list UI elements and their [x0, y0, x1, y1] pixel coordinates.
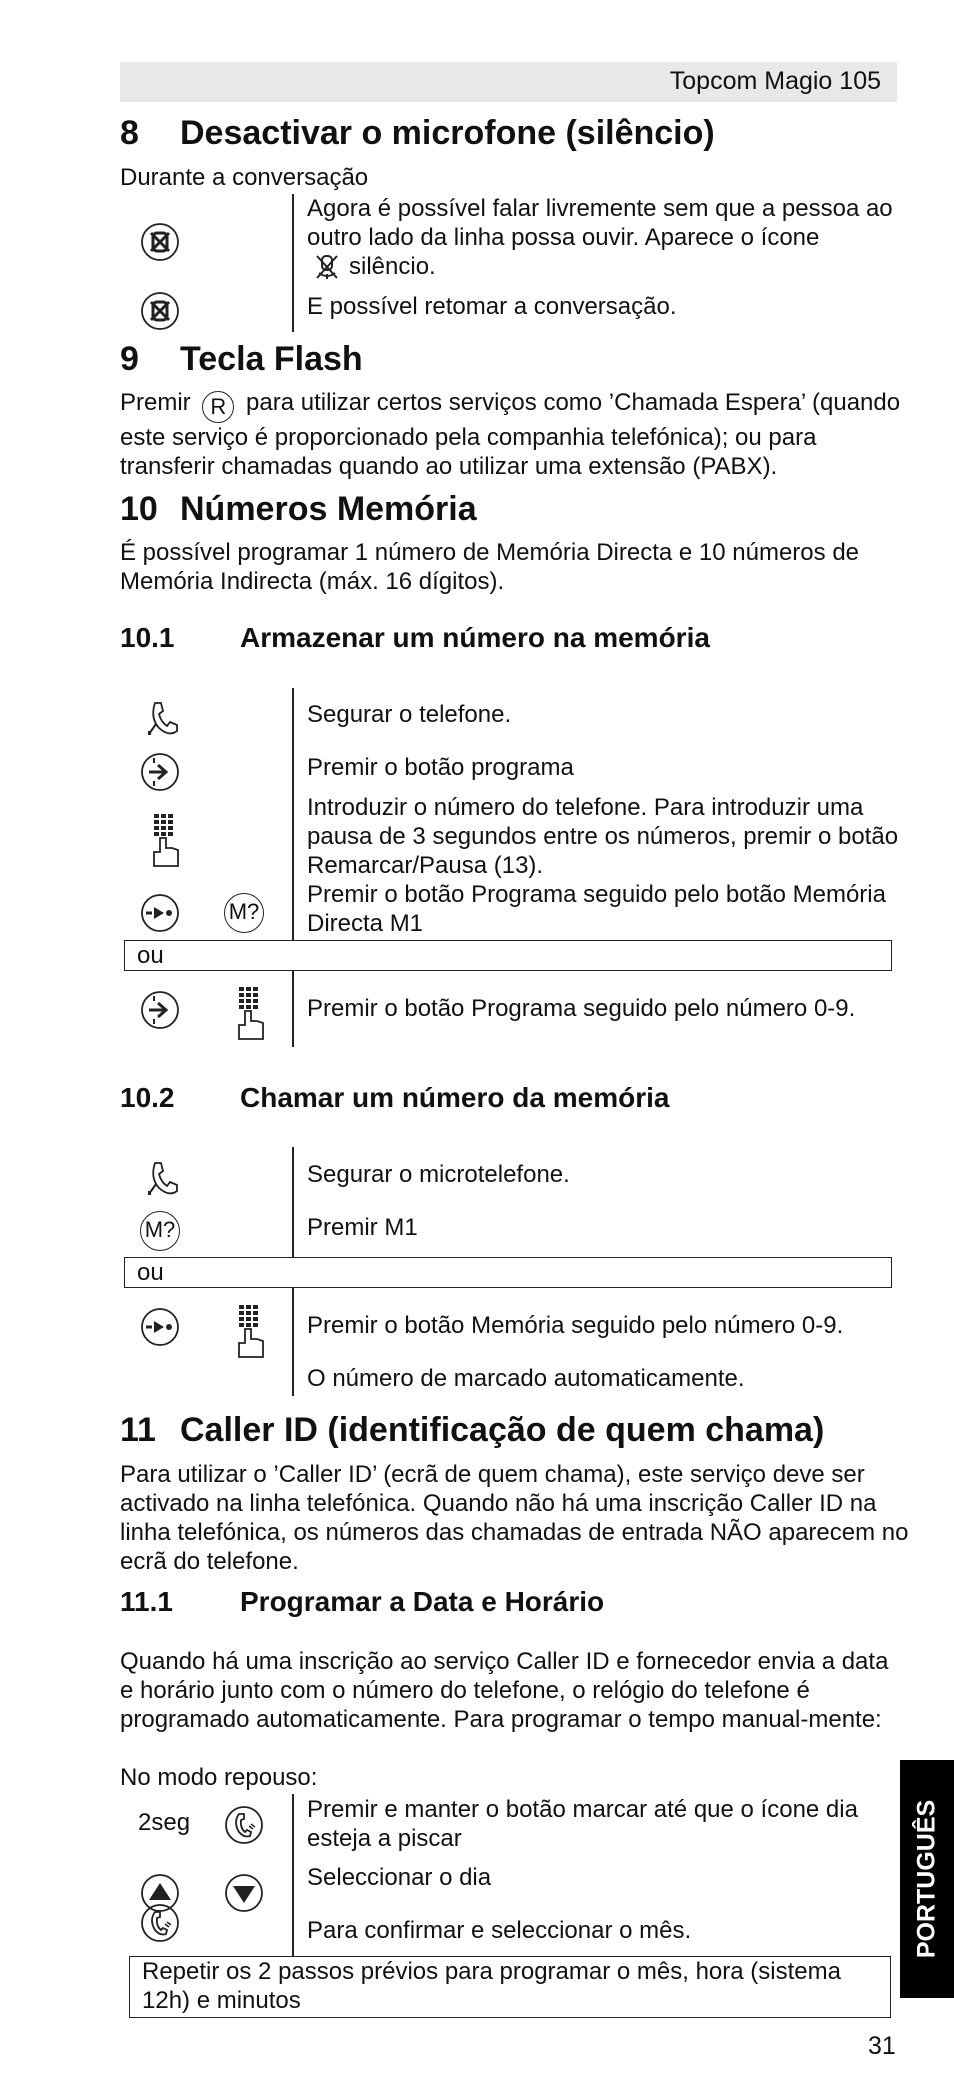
manual-title: Topcom Magio 105 — [669, 67, 881, 95]
mute-indicator-icon — [313, 252, 341, 280]
page-number: 31 — [868, 2032, 896, 2060]
section-11-heading — [120, 1411, 824, 1450]
memory-icon — [140, 893, 180, 933]
section-number: 10.2 — [120, 1082, 175, 1113]
date-step-3: Para confirmar e seleccionar o mês. — [307, 1917, 692, 1944]
mute-icon — [140, 222, 180, 262]
recall-step-3: Premir o botão Memória seguido pelo número 0-9. — [307, 1312, 844, 1339]
recall-step-1: Segurar o microtelefone. — [307, 1161, 570, 1188]
store-step-2: Premir o botão programa — [307, 754, 574, 781]
step-divider — [292, 971, 294, 1047]
section-10-heading — [120, 490, 477, 529]
section-title: Números Memória — [180, 490, 477, 528]
store-step-5: Premir o botão Programa seguido pelo número 0-9. — [307, 995, 856, 1022]
section-number: 9 — [120, 340, 139, 378]
keypad-icon — [231, 985, 271, 1041]
section-number: 8 — [120, 114, 139, 152]
mute-step-text-a: Agora é possível falar livremente sem que a pessoa ao outro lado da linha possa ouvir. Aparece o ícone — [307, 195, 893, 251]
or-label: ou — [137, 1259, 164, 1286]
keypad-icon — [146, 812, 186, 868]
section-11-1-body: Quando há uma inscrição ao serviço Caller ID e fornecedor envia a data e horário junto com o número do telefone, o relógio do telefone é programado automaticamente. Para programar o tempo manual-mente: — [120, 1648, 889, 1733]
keypad-icon — [231, 1303, 271, 1359]
mute-icon — [140, 291, 180, 331]
recall-step-2: Premir M1 — [307, 1214, 418, 1241]
flash-key-icon: R — [202, 391, 234, 423]
section-10-1-heading — [120, 622, 710, 654]
step-divider — [292, 1794, 294, 1956]
section-11-1-heading — [120, 1586, 604, 1618]
section-9-body — [120, 388, 910, 481]
section-title: Chamar um número da memória — [240, 1082, 670, 1113]
section-number: 10.1 — [120, 622, 175, 653]
down-arrow-icon — [224, 1873, 264, 1913]
section-number: 11.1 — [120, 1586, 173, 1617]
step-divider — [292, 194, 294, 332]
section-title: Armazenar um número na memória — [240, 622, 710, 653]
flash-pre-text: Premir — [120, 389, 191, 416]
section-number: 10 — [120, 490, 158, 528]
date-step-1: Premir e manter o botão marcar até que o ícone dia esteja a piscar — [307, 1796, 858, 1852]
handset-icon — [141, 1160, 181, 1200]
language-label: PORTUGUÊS — [912, 1799, 941, 1959]
m1-key-icon: M? — [140, 1211, 180, 1251]
language-side-tab — [900, 1760, 954, 1998]
hold-duration-label: 2seg — [138, 1809, 191, 1836]
m1-key-icon: M? — [224, 893, 264, 933]
section-title: Desactivar o microfone (silêncio) — [180, 114, 715, 152]
section-11-body: Para utilizar o ’Caller ID’ (ecrã de quem chama), este serviço deve ser activado na linha telefónica. Quando não há uma inscrição Caller ID na linha telefónica, os números das chamadas de entrada NÃO aparecem no ecrã do telefone. — [120, 1461, 909, 1575]
memory-icon — [140, 1307, 180, 1347]
dial-key-icon — [140, 1903, 180, 1943]
program-icon — [140, 752, 180, 792]
or-row — [124, 1257, 892, 1288]
repeat-note-text: Repetir os 2 passos prévios para programar o mês, hora (sistema 12h) e minutos — [142, 1958, 841, 2014]
store-step-1: Segurar o telefone. — [307, 701, 512, 728]
repeat-note-box — [129, 1956, 891, 2018]
step-divider — [292, 1147, 294, 1257]
section-8-heading — [120, 114, 715, 153]
section-number: 11 — [120, 1411, 156, 1449]
date-step-2: Seleccionar o dia — [307, 1864, 492, 1891]
mute-step-text — [307, 194, 907, 281]
step-divider — [292, 1288, 294, 1396]
section-8-intro: Durante a conversação — [120, 164, 369, 191]
section-9-heading — [120, 340, 363, 379]
program-icon — [140, 990, 180, 1030]
section-title: Tecla Flash — [180, 340, 363, 378]
section-10-2-heading — [120, 1082, 669, 1114]
section-title: Programar a Data e Horário — [240, 1586, 605, 1617]
dial-key-icon — [224, 1805, 264, 1845]
store-step-3: Introduzir o número do telefone. Para introduzir uma pausa de 3 segundos entre os números, premir o botão Remarcar/Pausa (13). — [307, 794, 899, 879]
store-step-4: Premir o botão Programa seguido pelo botão Memória Directa M1 — [307, 881, 886, 937]
handset-icon — [141, 700, 181, 740]
unmute-step-text: E possível retomar a conversação. — [307, 293, 677, 320]
flash-text: para utilizar certos serviços como ’Chamada Espera’ (quando este serviço é proporcionado pela companhia telefónica); ou para transferir chamadas quando ao utilizar uma extensão (PABX). — [120, 389, 901, 480]
standby-mode-label: No modo repouso: — [120, 1764, 318, 1791]
or-row — [124, 940, 892, 971]
recall-step-4: O número de marcado automaticamente. — [307, 1365, 745, 1392]
section-10-body: É possível programar 1 número de Memória Directa e 10 números de Memória Indirecta (máx. 16 dígitos). — [120, 539, 860, 595]
page-header — [120, 62, 897, 102]
section-title: Caller ID (identificação de quem chama) — [180, 1411, 825, 1449]
step-divider — [292, 688, 294, 940]
or-label: ou — [137, 942, 164, 969]
mute-step-text-b: silêncio. — [349, 253, 436, 280]
